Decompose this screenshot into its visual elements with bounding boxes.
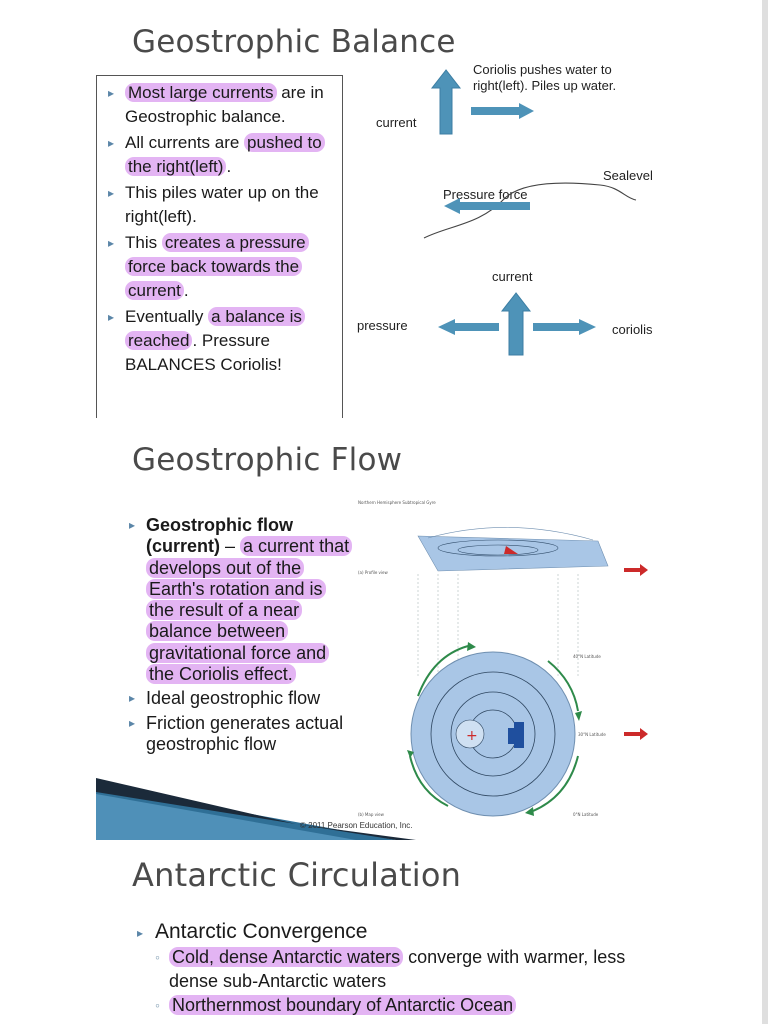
pressure-force-label: Pressure force: [443, 187, 528, 202]
bullet-arrow-icon: ▸: [108, 136, 115, 150]
slide-title: Geostrophic Balance: [132, 24, 456, 60]
pressure-label: pressure: [357, 318, 408, 333]
highlighted-text: a balance is reached: [125, 307, 305, 350]
bottom-pressure-left-arrow: [438, 319, 499, 335]
slide-edge: [762, 0, 768, 418]
bullet-arrow-icon: ▸: [129, 715, 136, 730]
coriolis-right-arrow: [471, 103, 534, 119]
bullet-text: All currents are: [125, 133, 245, 152]
svg-text:30°N Latitude: 30°N Latitude: [578, 732, 606, 737]
sub-bullet-list: [155, 945, 655, 1017]
balance-diagram: [0, 0, 768, 418]
current-up-arrow: [432, 70, 460, 134]
slide-geostrophic-flow: [0, 418, 768, 840]
bottom-coriolis-right-arrow: [533, 319, 596, 335]
bullet-arrow-icon: ▸: [137, 926, 144, 940]
bullet-text: Eventually: [125, 307, 209, 326]
svg-text:+: +: [466, 728, 478, 744]
bullet-arrow-icon: ▸: [108, 236, 115, 250]
bullet-arrow-icon: ▸: [108, 310, 115, 324]
highlighted-text: creates a pressure force back towards the current: [125, 233, 309, 300]
bullet-arrow-icon: ▸: [108, 186, 115, 200]
slide-edge: [762, 418, 768, 840]
svg-text:Northern Hemisphere Subtropica: Northern Hemisphere Subtropical Gyre: [358, 500, 436, 505]
highlighted-text: Cold, dense Antarctic waters: [169, 947, 403, 967]
coriolis-note: Coriolis pushes water to right(left). Piles up water.: [473, 62, 617, 93]
pressure-force-left-arrow: [444, 198, 530, 214]
list-item: ▸ Friction generates actual geostrophic flow: [129, 712, 344, 754]
list-item: ▸ Geostrophic flow (current) – a current that develops out of the Earth's rotation and is the result of a near balance between gravitational force and the Coriolis effect.: [118, 515, 350, 685]
list-item: ▸ Ideal geostrophic flow: [129, 688, 321, 709]
coriolis-label: coriolis: [612, 322, 653, 337]
svg-text:(b) Map view: (b) Map view: [358, 812, 384, 817]
slide-antarctic-circulation: [0, 840, 768, 1024]
sub-bullet-icon: ◦: [155, 997, 160, 1013]
sub-bullet-icon: ◦: [155, 949, 160, 965]
slide-title: Antarctic Circulation: [132, 856, 462, 894]
current-label-top: current: [376, 115, 417, 130]
bottom-current-up-arrow: [502, 293, 530, 355]
bullet-text: .: [226, 157, 232, 176]
term-bold: Geostrophic flow (current): [146, 515, 294, 557]
sub-list-item: ◦ Cold, dense Antarctic waters converge with warmer, less dense sub-Antarctic waters: [155, 947, 626, 991]
geostrophic-gyre-figure: [348, 496, 678, 826]
slide-geostrophic-balance: [0, 0, 768, 418]
list-item: ▸ Antarctic Convergence ◦ Cold, dense Antarctic waters converge with warmer, less dense sub-Antarctic waters ◦ Northernmost boundary of Antarctic Ocean: [135, 918, 655, 1017]
bullet-text: This: [125, 233, 162, 252]
highlighted-text: Northernmost boundary of Antarctic Ocean: [169, 995, 516, 1015]
sub-list-item: [155, 993, 655, 1017]
bullet-list: [135, 918, 655, 1017]
bullet-text: This piles water up on the right(left).: [125, 183, 319, 226]
figure-caption: © 2011 Pearson Education, Inc.: [300, 821, 413, 830]
highlighted-text: Most large currents: [125, 83, 277, 102]
highlighted-text: pushed to the right(left): [125, 133, 325, 176]
bullet-text: are in Geostrophic balance.: [125, 83, 324, 126]
slide-title: Geostrophic Flow: [132, 442, 403, 478]
bullet-list: [118, 515, 350, 758]
svg-text:40°N Latitude: 40°N Latitude: [573, 654, 601, 659]
slide-edge: [762, 840, 768, 1024]
current-label-bottom: current: [492, 269, 533, 284]
bullet-text: . Pressure BALANCES Coriolis!: [125, 331, 282, 374]
bullet-arrow-icon: ▸: [129, 691, 136, 706]
sealevel-label: Sealevel: [603, 168, 653, 183]
bullet-arrow-icon: ▸: [129, 518, 136, 532]
bullet-arrow-icon: ▸: [108, 86, 115, 100]
highlighted-text: a current that develops out of the Earth's rotation and is the result of a near balance between gravitational force and the Coriolis effect.: [146, 536, 352, 684]
svg-text:0°N Latitude: 0°N Latitude: [573, 812, 599, 817]
svg-text:(a) Profile view: (a) Profile view: [358, 570, 388, 575]
bullet-text: .: [183, 281, 189, 300]
